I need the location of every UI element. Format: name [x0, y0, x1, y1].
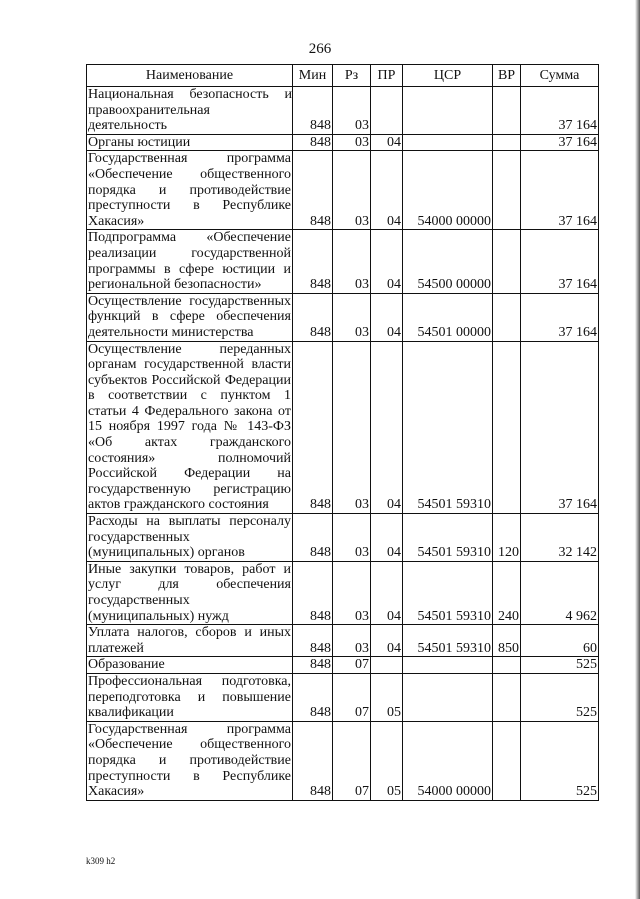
row-pr: 05 [371, 721, 403, 800]
row-name-text: Профессиональная подготовка, переподготовка и повышение квалификации [88, 673, 291, 721]
row-csr: 54000 00000 [403, 721, 493, 800]
table-row [87, 87, 599, 135]
table-row [87, 134, 599, 151]
row-pr: 04 [371, 341, 403, 514]
row-min: 848 [293, 230, 333, 293]
row-vr [493, 87, 521, 135]
row-sum: 37 164 [521, 230, 599, 293]
row-vr [493, 293, 521, 341]
header-rz: Рз [333, 65, 371, 87]
row-csr: 54500 00000 [403, 230, 493, 293]
row-pr [371, 87, 403, 135]
row-pr: 04 [371, 514, 403, 562]
header-vr: ВР [493, 65, 521, 87]
row-rz: 03 [333, 151, 371, 230]
page-number: 266 [308, 41, 332, 57]
row-vr [493, 673, 521, 721]
table-row [87, 151, 599, 230]
table-row [87, 514, 599, 562]
row-min: 848 [293, 721, 333, 800]
row-rz: 03 [333, 514, 371, 562]
table-row [87, 625, 599, 657]
footer-code: k309 h2 [86, 856, 116, 866]
row-pr: 05 [371, 673, 403, 721]
row-csr: 54501 59310 [403, 514, 493, 562]
row-name [87, 514, 293, 562]
row-pr: 04 [371, 151, 403, 230]
row-rz: 03 [333, 561, 371, 624]
row-pr: 04 [371, 625, 403, 657]
row-rz: 07 [333, 657, 371, 674]
row-pr [371, 657, 403, 674]
row-name-text: Органы юстиции [88, 134, 191, 150]
row-name [87, 341, 293, 514]
table-header-row [87, 65, 599, 87]
scan-edge-shadow [635, 0, 640, 899]
row-name-text: Образование [88, 657, 165, 673]
row-min: 848 [293, 134, 333, 151]
row-sum: 37 164 [521, 134, 599, 151]
row-name-text: Уплата налогов, сборов и иных платежей [88, 625, 291, 656]
row-csr: 54501 59310 [403, 625, 493, 657]
row-csr: 54501 59310 [403, 341, 493, 514]
row-name [87, 721, 293, 800]
row-name [87, 151, 293, 230]
row-sum: 525 [521, 657, 599, 674]
row-name-text: Расходы на выплаты персоналу государственных (муниципальных) органов [88, 514, 291, 561]
row-pr: 04 [371, 134, 403, 151]
row-rz: 03 [333, 134, 371, 151]
row-csr [403, 657, 493, 674]
row-sum: 60 [521, 625, 599, 657]
row-sum: 4 962 [521, 561, 599, 624]
table-row [87, 657, 599, 674]
header-sum: Сумма [521, 65, 599, 87]
row-name-text: Государственная программа «Обеспечение общественного порядка и противодействие преступности в Республике Хакасия» [88, 151, 291, 229]
row-name [87, 625, 293, 657]
row-csr: 54501 59310 [403, 561, 493, 624]
table-row [87, 341, 599, 514]
row-vr [493, 341, 521, 514]
row-rz: 03 [333, 87, 371, 135]
row-vr: 850 [493, 625, 521, 657]
table-row [87, 561, 599, 624]
row-name-text: Подпрограмма «Обеспечение реализации государственной программы в сфере юстиции и региональной безопасности» [88, 230, 291, 293]
row-name [87, 134, 293, 151]
header-name: Наименование [87, 65, 293, 87]
row-pr: 04 [371, 561, 403, 624]
header-pr: ПР [371, 65, 403, 87]
row-rz: 03 [333, 625, 371, 657]
row-sum: 37 164 [521, 151, 599, 230]
row-rz: 07 [333, 721, 371, 800]
row-vr [493, 721, 521, 800]
header-csr: ЦСР [403, 65, 493, 87]
table-row [87, 293, 599, 341]
table-row [87, 230, 599, 293]
row-pr: 04 [371, 293, 403, 341]
row-csr: 54501 00000 [403, 293, 493, 341]
row-rz: 07 [333, 673, 371, 721]
row-min: 848 [293, 293, 333, 341]
table-row [87, 721, 599, 800]
row-rz: 03 [333, 230, 371, 293]
row-name [87, 293, 293, 341]
row-sum: 525 [521, 721, 599, 800]
row-name [87, 230, 293, 293]
row-sum: 37 164 [521, 87, 599, 135]
row-rz: 03 [333, 341, 371, 514]
row-name [87, 561, 293, 624]
row-min: 848 [293, 561, 333, 624]
row-min: 848 [293, 657, 333, 674]
row-vr: 120 [493, 514, 521, 562]
row-csr [403, 87, 493, 135]
row-vr [493, 151, 521, 230]
row-name-text: Государственная программа «Обеспечение общественного порядка и противодействие преступности в Республике Хакасия» [88, 721, 291, 800]
row-sum: 525 [521, 673, 599, 721]
row-name-text: Осуществление государственных функций в сфере обеспечения деятельности министерства [88, 293, 291, 340]
row-vr: 240 [493, 561, 521, 624]
row-vr [493, 230, 521, 293]
header-min: Мин [293, 65, 333, 87]
row-name [87, 657, 293, 674]
row-min: 848 [293, 514, 333, 562]
row-rz: 03 [333, 293, 371, 341]
row-min: 848 [293, 625, 333, 657]
row-min: 848 [293, 341, 333, 514]
row-name [87, 87, 293, 135]
row-name [87, 673, 293, 721]
row-name-text: Иные закупки товаров, работ и услуг для обеспечения государственных (муниципальных) нужд [88, 561, 291, 624]
row-min: 848 [293, 87, 333, 135]
budget-table [86, 64, 599, 801]
row-sum: 37 164 [521, 341, 599, 514]
row-min: 848 [293, 673, 333, 721]
row-vr [493, 657, 521, 674]
row-min: 848 [293, 151, 333, 230]
row-csr: 54000 00000 [403, 151, 493, 230]
table-row [87, 673, 599, 721]
row-csr [403, 134, 493, 151]
row-pr: 04 [371, 230, 403, 293]
row-name-text: Осуществление переданных органам государственной власти субъектов Российской Федерации в соответствии с пунктом 1 статьи 4 Федерального закона от 15 ноября 1997 года № 143-ФЗ «Об актах гражданского состояния» полномочий Российской Федерации на государственную регистрацию актов гражданского состояния [88, 341, 291, 513]
row-sum: 32 142 [521, 514, 599, 562]
row-csr [403, 673, 493, 721]
row-vr [493, 134, 521, 151]
row-name-text: Национальная безопасность и правоохранительная деятельность [88, 87, 292, 134]
row-sum: 37 164 [521, 293, 599, 341]
